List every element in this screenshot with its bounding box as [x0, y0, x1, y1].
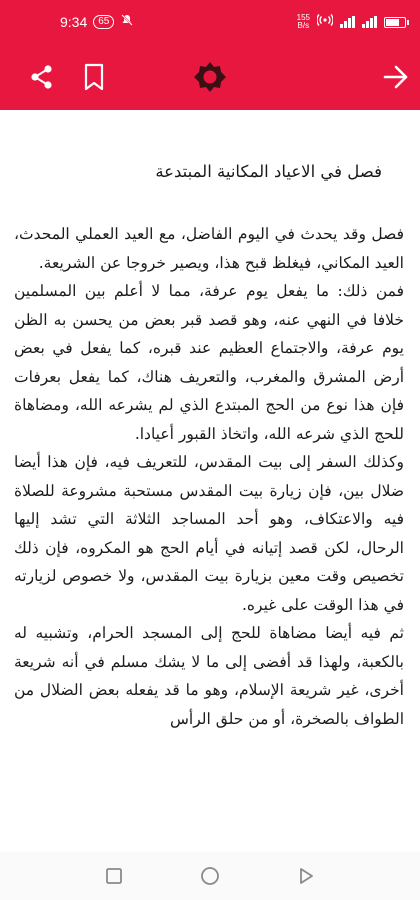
status-right: [297, 13, 406, 31]
back-button[interactable]: [294, 864, 318, 888]
battery-level: [386, 19, 399, 26]
forward-arrow-icon: [383, 65, 409, 89]
chapter-title: فصل في الاعياد المكانية المبتدعة: [155, 162, 382, 181]
paragraph: ثم فيه أيضا مضاهاة للحج إلى المسجد الحرام، وتشبيه له بالكعبة، ولهذا قد أفضى إلى ما لا يشك مسلم في أنه شريعة أخرى، غير شريعة الإسلام، وهو ما قد يفعله بعض الضلال من الطواف بالصخرة، أو من حلق الرأس: [14, 624, 404, 728]
forward-button[interactable]: [376, 57, 416, 97]
bookmark-button[interactable]: [74, 57, 114, 97]
network-speed-value: 155: [296, 13, 310, 22]
settings-icon: [193, 60, 227, 94]
status-time: 9:34: [60, 14, 88, 30]
signal-icon: [340, 16, 355, 28]
paragraph: فمن ذلك: ما يفعل يوم عرفة، مما لا أعلم بين المسلمين خلافا في النهي عنه، وهو قصد قبر بعض من يحسن به الظن يوم عرفة، والاجتماع العظيم عند قبره، كما يفعل في بعض أرض المشرق والمغرب، والتعريف هناك، كما يفعل بعرفات فإن هذا نوع من الحج المبتدع الذي لم يشرعه الله، ومضاهاة للحج الذي شرعه الله، واتخاذ القبور أعيادا.: [14, 282, 404, 443]
signal-icon-2: [362, 16, 377, 28]
battery-icon: [384, 17, 406, 28]
back-triangle-icon: [297, 867, 315, 885]
share-icon: [29, 64, 55, 90]
hotspot-icon: [317, 13, 333, 31]
paragraph: فصل وقد يحدث في اليوم الفاضل، مع العيد العملي المحدث، العيد المكاني، فيغلظ قبح هذا، ويصير خروجا عن الشريعة.: [14, 225, 404, 272]
recents-square-icon: [105, 867, 123, 885]
paragraph: وكذلك السفر إلى بيت المقدس، للتعريف فيه، فإن هذا أيضا ضلال بين، فإن زيارة بيت المقدس مستحبة مشروعة للصلاة فيه والاعتكاف، وهو أحد المساجد الثلاثة التي تشد إليها الرحال، لكن قصد إتيانه في أيام الحج هو المكروه، فإن ذلك تخصيص وقت معين بزيارة بيت المقدس، ولا خصوص لزيارته في هذا الوقت على غيره.: [14, 453, 404, 614]
status-left: [60, 13, 134, 31]
share-button[interactable]: [22, 57, 62, 97]
home-button[interactable]: [198, 864, 222, 888]
network-speed-unit: B/s: [297, 21, 310, 30]
battery-percent-badge: 65: [93, 15, 114, 29]
home-circle-icon: [200, 866, 220, 886]
network-speed: [297, 14, 310, 30]
app-bar: [0, 44, 420, 110]
recents-button[interactable]: [102, 864, 126, 888]
system-nav-bar: [0, 852, 420, 900]
bookmark-icon: [83, 63, 105, 91]
settings-button[interactable]: [190, 57, 230, 97]
body-text: [14, 220, 404, 733]
reading-content[interactable]: [0, 110, 420, 852]
mute-icon: [120, 13, 134, 31]
status-bar: [0, 0, 420, 44]
